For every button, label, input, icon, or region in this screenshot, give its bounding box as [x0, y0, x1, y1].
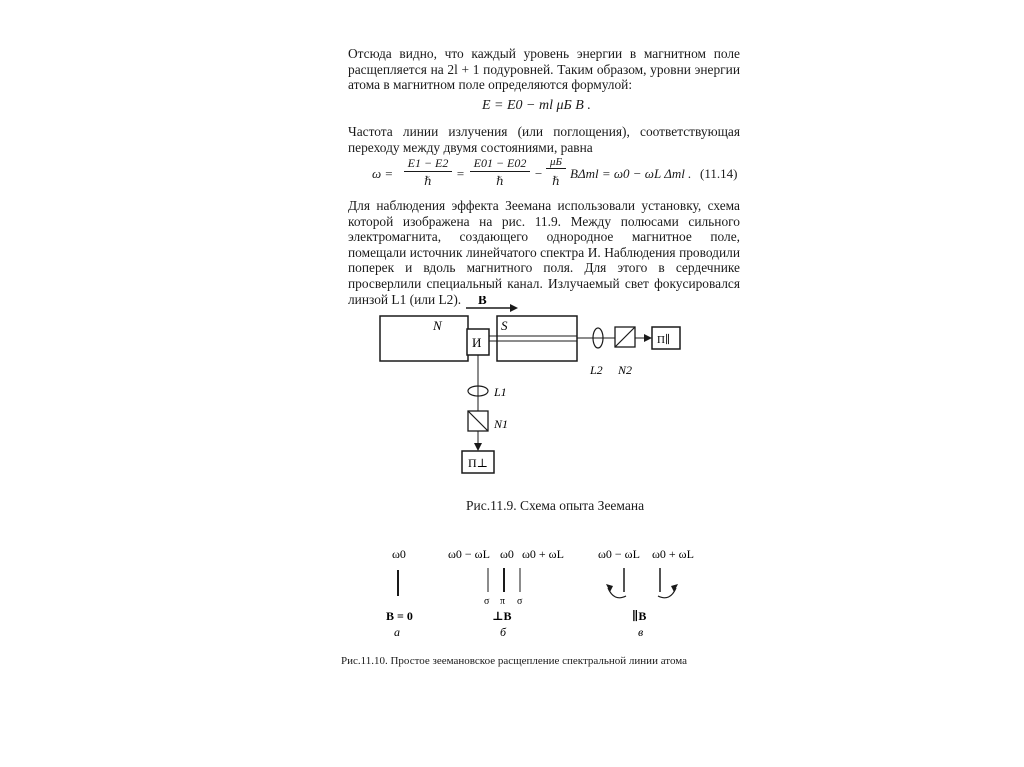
equation-11-14: [372, 158, 742, 192]
frac2-num: E01 − E02: [470, 156, 530, 172]
paragraph-intro-text: Отсюда видно, что каждый уровень энергии в магнитном поле расщепляется на 2l + 1 подуровней. Таким образом, уровни энергии атома в магнитном поле определяются формулой:: [348, 46, 740, 93]
figure-11-10: [380, 542, 710, 652]
label-source: И: [472, 335, 482, 350]
b-top-right: ω0 + ωL: [522, 547, 564, 561]
frac2-den: ℏ: [496, 174, 504, 188]
b-condition: ⊥B: [492, 609, 512, 623]
paragraph-frequency-text: Частота линии излучения (или поглощения), соответствующая переходу между двумя состояниями, равна: [348, 124, 740, 155]
energy-formula: [482, 98, 591, 114]
paragraph-setup: [320, 198, 740, 307]
energy-formula-text: E = E0 − ml μБ B .: [482, 98, 591, 113]
b-top-mid: ω0: [500, 547, 514, 561]
label-N: N: [433, 318, 442, 333]
a-condition: B = 0: [386, 609, 413, 623]
magnet-pole-N: [380, 316, 468, 361]
b-sigma-left: σ: [484, 596, 490, 607]
figure-11-9-caption: Рис.11.9. Схема опыта Зеемана: [466, 498, 645, 513]
magnet-pole-S: [497, 316, 577, 361]
equation-number: (11.14): [700, 166, 738, 181]
paragraph-frequency: [320, 124, 740, 155]
c-condition: ∥B: [632, 609, 647, 623]
eq-sign: =: [456, 166, 465, 181]
field-arrowhead: [510, 304, 518, 312]
label-L2: L2: [590, 363, 603, 377]
b-top-left: ω0 − ωL: [448, 547, 490, 561]
label-N2: N2: [618, 363, 633, 377]
label-detector-perpendicular: П⊥: [468, 456, 488, 470]
frac3-den: ℏ: [552, 174, 560, 188]
b-letter: б: [500, 625, 507, 639]
frac3-num: μБ: [546, 156, 566, 169]
frac1-num: E1 − E2: [404, 156, 452, 172]
c-letter: в: [638, 625, 644, 639]
label-N1: N1: [494, 417, 509, 431]
paragraph-setup-text: Для наблюдения эффекта Зеемана использовали установку, схема которой изображена на рис. 11.9. Между полюсами сильного электромагнита, создающего однородное магнитное поле, помещали источник линейчатого спектра И. Наблюдения проводили поперек и вдоль магнитного поля. Для этого в сердечнике просверлили специальный канал. Излучаемый свет фокусировался линзой L1 (или L2).: [348, 198, 740, 307]
beam-arrowhead-horizontal: [644, 334, 652, 342]
label-B: B: [478, 296, 487, 307]
c-arc-right-head: [671, 584, 678, 592]
c-arc-left-head: [606, 584, 613, 592]
label-S: S: [501, 318, 508, 333]
paragraph-intro: [320, 46, 740, 93]
c-top-left: ω0 − ωL: [598, 547, 640, 561]
beam-arrowhead-vertical: [474, 443, 482, 451]
omega-lhs: ω =: [372, 166, 394, 181]
frac1-den: ℏ: [424, 174, 432, 188]
label-detector-parallel: П∥: [657, 334, 671, 346]
figure-11-10-caption: Рис.11.10. Простое зеемановское расщепление спектральной линии атома: [341, 655, 688, 667]
figure-11-9: [370, 296, 690, 476]
c-top-right: ω0 + ωL: [652, 547, 694, 561]
a-top-label: ω0: [392, 547, 406, 561]
b-pi: π: [500, 596, 506, 607]
a-letter: а: [394, 625, 400, 639]
minus-sign: −: [534, 166, 543, 181]
b-sigma-right: σ: [517, 596, 523, 607]
equation-tail: BΔml = ω0 − ωL Δml .: [570, 166, 692, 181]
label-L1: L1: [494, 385, 507, 399]
